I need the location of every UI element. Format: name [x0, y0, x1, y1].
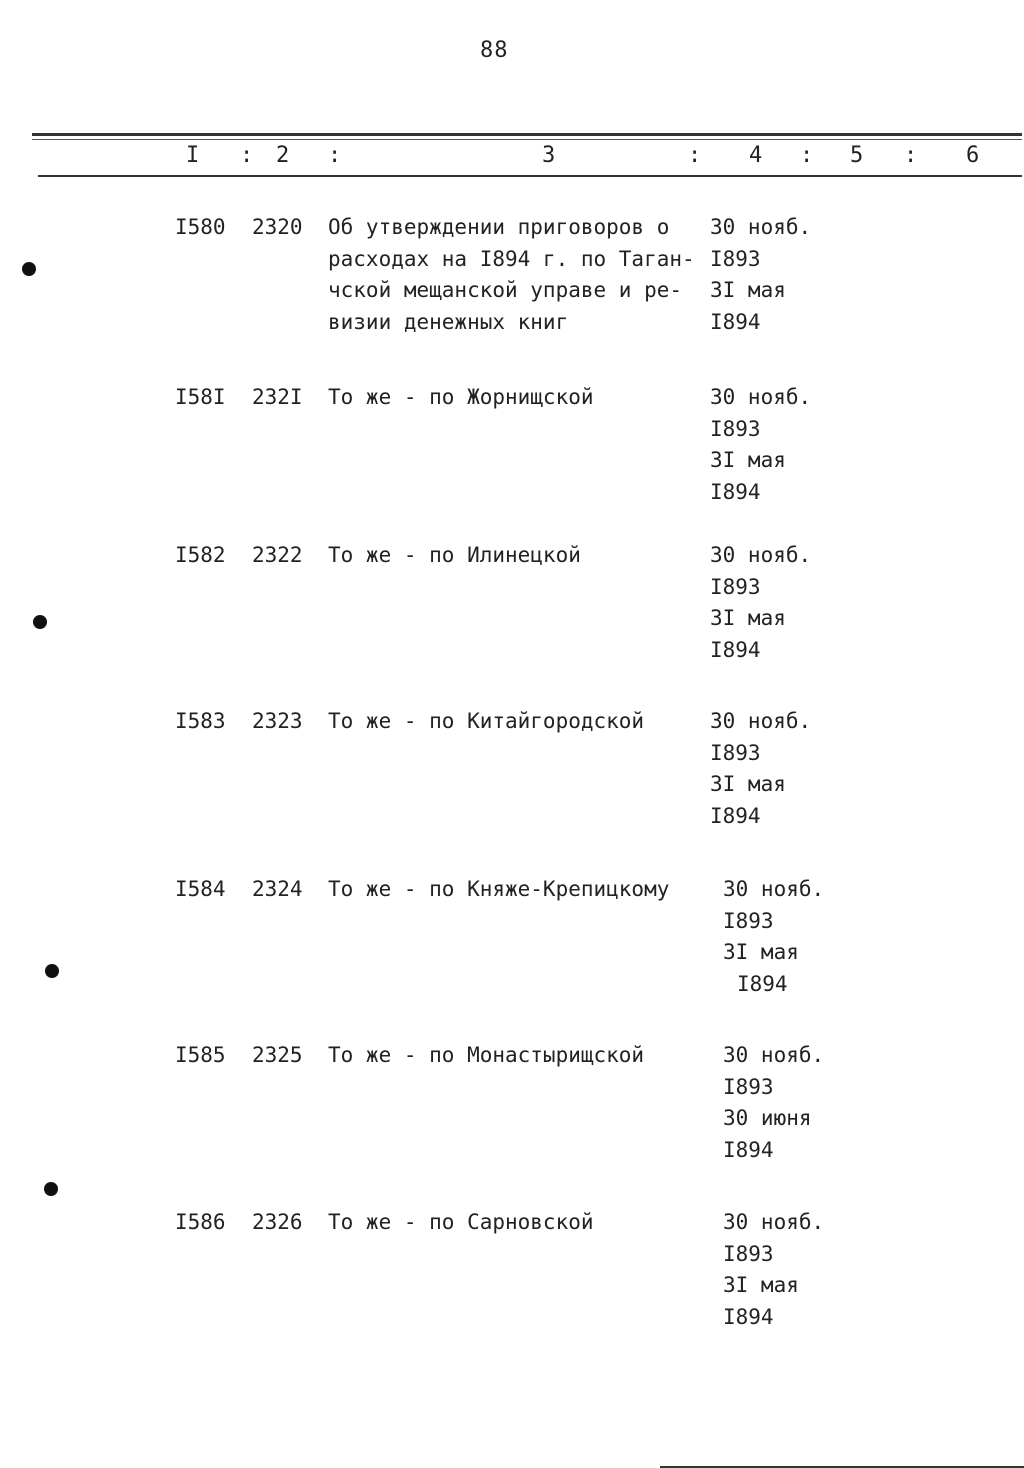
record-dates: [723, 1207, 824, 1333]
date-line: I894: [723, 1137, 774, 1162]
record-dates: [710, 706, 811, 832]
title-line: То же - по Илинецкой: [328, 543, 581, 567]
title-line: То же - по Жорнищской: [328, 385, 594, 409]
date-line: 30 нояб.: [723, 1043, 825, 1067]
date-line: 3I мая: [710, 606, 786, 630]
date-line: 3I мая: [723, 1273, 799, 1297]
record-title: [328, 540, 581, 572]
record-title: [328, 706, 644, 738]
punch-hole-mark: [33, 615, 47, 629]
record-dates: [710, 382, 811, 508]
date-line: I894: [723, 1304, 774, 1329]
header-col-4: 4: [749, 143, 763, 168]
header-bottom-rule: [38, 175, 1022, 177]
date-line: I894: [710, 803, 761, 828]
file-number: 2323: [252, 709, 303, 733]
record-title: [328, 212, 695, 338]
title-line: расходах на I894 г. по Таган-: [328, 246, 695, 271]
record-title: [328, 874, 669, 906]
date-line: I893: [710, 574, 761, 599]
record-dates: [710, 212, 811, 338]
record-number: I585: [175, 1043, 226, 1067]
header-col-5: 5: [850, 143, 864, 168]
file-number: 2326: [252, 1210, 303, 1234]
date-line: 30 июня: [723, 1106, 812, 1130]
date-line: I894: [710, 309, 761, 334]
title-line: То же - по Сарновской: [328, 1210, 594, 1234]
date-line: I893: [723, 1074, 774, 1099]
record-number: I584: [175, 877, 226, 901]
page-number: 88: [480, 38, 509, 63]
record-number: I58I: [175, 385, 226, 409]
title-line: То же - по Монастырищской: [328, 1043, 645, 1067]
record-dates: [710, 540, 811, 666]
header-top-rule: [32, 133, 1022, 136]
date-line: I893: [710, 740, 761, 765]
record-title: [328, 1040, 644, 1072]
date-line: I893: [710, 416, 761, 441]
date-line: I894: [710, 479, 761, 504]
header-separator: :: [904, 143, 918, 168]
date-line: 3I мая: [710, 772, 786, 796]
punch-hole-mark: [22, 262, 36, 276]
date-line: 30 нояб.: [710, 215, 812, 239]
file-number: 2322: [252, 543, 303, 567]
date-line: I893: [710, 246, 761, 271]
date-line: I893: [723, 1241, 774, 1266]
date-line: 30 нояб.: [710, 709, 812, 733]
date-line: I894: [710, 637, 761, 662]
header-col-1: I: [186, 143, 200, 168]
date-line: 30 нояб.: [723, 1210, 825, 1234]
date-line: I894: [737, 971, 788, 996]
date-line: 30 нояб.: [710, 385, 812, 409]
date-line: 3I мая: [723, 940, 799, 964]
record-dates: [723, 874, 824, 1000]
file-number: 2320: [252, 215, 303, 239]
record-title: [328, 1207, 594, 1239]
record-dates: [723, 1040, 824, 1166]
header-separator: :: [800, 143, 814, 168]
date-line: 30 нояб.: [710, 543, 812, 567]
title-line: То же - по Княже-Крепицкому: [328, 877, 670, 901]
header-col-6: 6: [966, 143, 980, 168]
header-separator: :: [240, 143, 254, 168]
date-line: 3I мая: [710, 448, 786, 472]
record-title: [328, 382, 594, 414]
title-line: Об утверждении приговоров о: [328, 215, 670, 239]
record-number: I582: [175, 543, 226, 567]
header-separator: :: [328, 143, 342, 168]
header-separator: :: [688, 143, 702, 168]
title-line: визии денежных книг: [328, 309, 569, 334]
record-number: I586: [175, 1210, 226, 1234]
file-number: 232I: [252, 385, 303, 409]
date-line: 3I мая: [710, 278, 786, 302]
header-col-3: 3: [542, 143, 556, 168]
title-line: чской мещанской управе и ре-: [328, 278, 683, 302]
record-number: I583: [175, 709, 226, 733]
punch-hole-mark: [44, 1182, 58, 1196]
date-line: I893: [723, 908, 774, 933]
date-line: 30 нояб.: [723, 877, 825, 901]
header-col-2: 2: [276, 143, 290, 168]
record-number: I580: [175, 215, 226, 239]
punch-hole-mark: [45, 964, 59, 978]
file-number: 2325: [252, 1043, 303, 1067]
header-top-rule-thin: [32, 139, 1022, 140]
file-number: 2324: [252, 877, 303, 901]
title-line: То же - по Китайгородской: [328, 709, 645, 733]
